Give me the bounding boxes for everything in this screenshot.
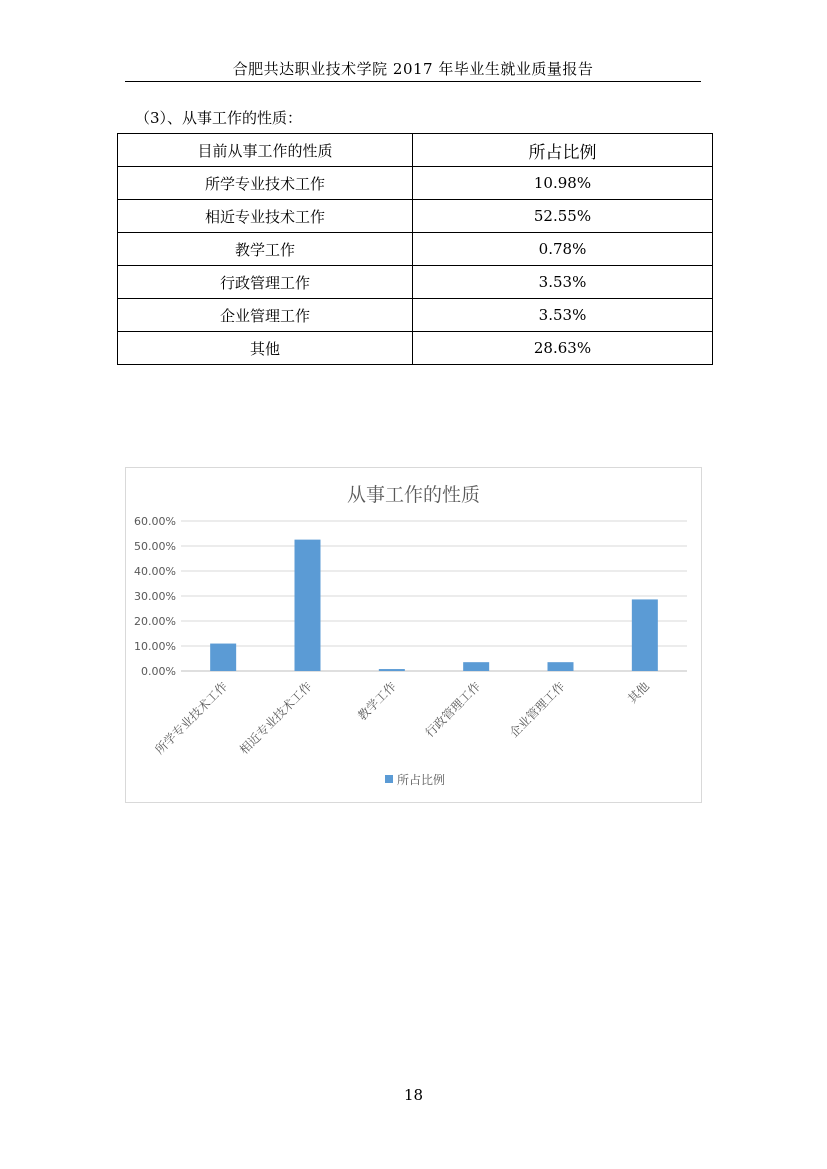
table-row <box>118 299 713 332</box>
table-row <box>118 167 713 200</box>
bar <box>379 669 405 671</box>
table-cell-ratio: 3.53% <box>413 266 713 299</box>
table-header-nature: 目前从事工作的性质 <box>118 134 413 167</box>
bar <box>295 540 321 671</box>
table-row <box>118 266 713 299</box>
y-tick-label: 10.00% <box>134 640 176 653</box>
legend-swatch <box>385 775 393 783</box>
y-tick-label: 60.00% <box>134 515 176 528</box>
y-tick-label: 40.00% <box>134 565 176 578</box>
chart-title: 从事工作的性质 <box>346 484 480 506</box>
table-row <box>118 332 713 365</box>
x-tick-label: 行政管理工作 <box>422 679 484 741</box>
table-row <box>118 200 713 233</box>
table-cell-nature: 企业管理工作 <box>118 299 413 332</box>
table-cell-nature: 相近专业技术工作 <box>118 200 413 233</box>
table-cell-nature: 所学专业技术工作 <box>118 167 413 200</box>
chart-frame <box>125 467 702 803</box>
bar <box>548 662 574 671</box>
legend-label: 所占比例 <box>397 773 446 787</box>
table-cell-ratio: 3.53% <box>413 299 713 332</box>
table-cell-nature: 其他 <box>118 332 413 365</box>
table-cell-nature: 行政管理工作 <box>118 266 413 299</box>
page-header: 合肥共达职业技术学院 2017 年毕业生就业质量报告 <box>232 60 594 78</box>
table-cell-ratio: 28.63% <box>413 332 713 365</box>
table-header-row <box>118 134 713 167</box>
table-cell-nature: 教学工作 <box>118 233 413 266</box>
x-tick-label: 企业管理工作 <box>506 679 568 741</box>
section-title: （3）、从事工作的性质： <box>135 109 303 127</box>
bar-chart <box>126 468 703 804</box>
table-cell-ratio: 0.78% <box>413 233 713 266</box>
bar <box>632 599 658 671</box>
page-number: 18 <box>403 1086 424 1104</box>
x-tick-label: 所学专业技术工作 <box>152 679 231 758</box>
table-cell-ratio: 52.55% <box>413 200 713 233</box>
table-header-ratio: 所占比例 <box>413 134 713 167</box>
x-tick-label: 相近专业技术工作 <box>236 679 315 758</box>
y-tick-label: 30.00% <box>134 590 176 603</box>
x-tick-label: 其他 <box>625 679 652 707</box>
y-tick-label: 0.00% <box>141 665 176 678</box>
table-row <box>118 233 713 266</box>
bar <box>210 644 236 671</box>
work-nature-table <box>117 133 713 365</box>
y-tick-label: 20.00% <box>134 615 176 628</box>
y-tick-label: 50.00% <box>134 540 176 553</box>
header-rule <box>125 81 701 82</box>
x-tick-label: 教学工作 <box>355 679 399 724</box>
bar <box>463 662 489 671</box>
table-cell-ratio: 10.98% <box>413 167 713 200</box>
